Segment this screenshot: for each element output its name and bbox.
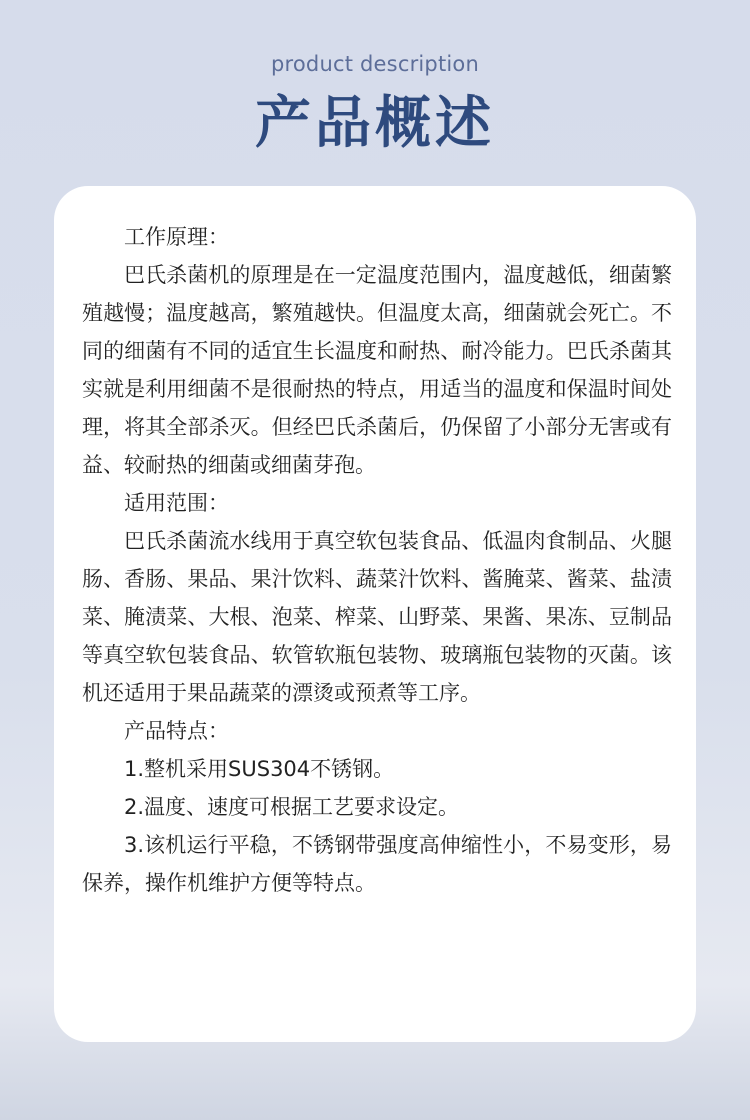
feature-item-3: 3.该机运行平稳，不锈钢带强度高伸缩性小，不易变形，易保养，操作机维护方便等特点。 bbox=[82, 833, 672, 895]
card-content bbox=[82, 218, 672, 902]
page-title: 产品概述 bbox=[255, 91, 495, 156]
principle-text: 巴氏杀菌机的原理是在一定温度范围内，温度越低，细菌繁殖越慢；温度越高，繁殖越快。但温度太高，细菌就会死亡。不同的细菌有不同的适宜生长温度和耐热、耐冷能力。巴氏杀菌其实就是利用细菌不是很耐热的特点，用适当的温度和保温时间处理，将其全部杀灭。但经巴氏杀菌后，仍保留了小部分无害或有益、较耐热的细菌或细菌芽孢。 bbox=[82, 263, 672, 477]
feature-item-1: 1.整机采用SUS304不锈钢。 bbox=[124, 757, 395, 781]
scope-heading: 适用范围： bbox=[124, 491, 229, 515]
scope-text: 巴氏杀菌流水线用于真空软包装食品、低温肉食制品、火腿肠、香肠、果品、果汁饮料、蔬菜汁饮料、酱腌菜、酱菜、盐渍菜、腌渍菜、大根、泡菜、榨菜、山野菜、果酱、果冻、豆制品等真空软包装食品、软管软瓶包装物、玻璃瓶包装物的灭菌。该机还适用于果品蔬菜的漂烫或预煮等工序。 bbox=[82, 529, 672, 705]
features-heading: 产品特点： bbox=[124, 719, 229, 743]
feature-item-2: 2.温度、速度可根据工艺要求设定。 bbox=[124, 795, 460, 819]
page-subtitle: product description bbox=[270, 52, 479, 76]
principle-heading: 工作原理： bbox=[124, 225, 229, 249]
